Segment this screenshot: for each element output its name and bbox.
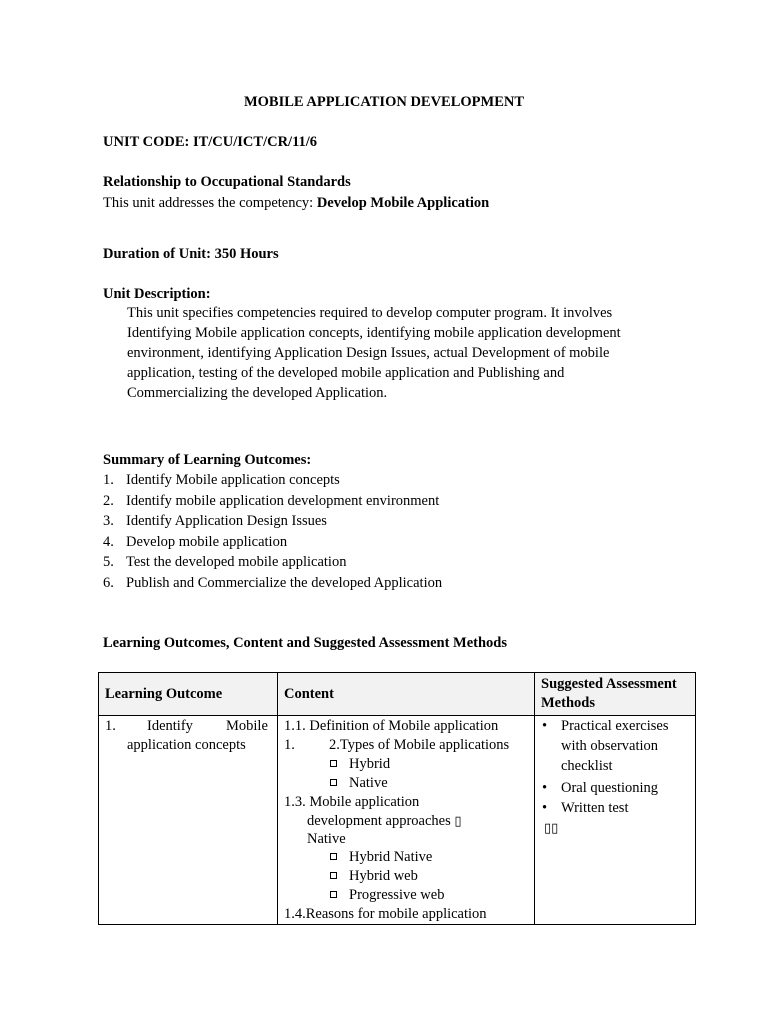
- checkbox-bullet-icon: [330, 872, 337, 879]
- missing-glyph-icon: ▯▯: [544, 821, 559, 836]
- list-item: 3. Identify Application Design Issues: [103, 513, 327, 530]
- relationship-prefix: This unit addresses the competency:: [103, 195, 317, 211]
- header-assessment: Suggested Assessment Methods: [535, 673, 696, 716]
- list-item: 2. Identify mobile application development environment: [103, 492, 440, 509]
- unit-code: UNIT CODE: IT/CU/ICT/CR/11/6: [103, 134, 318, 150]
- page-title: MOBILE APPLICATION DEVELOPMENT: [243, 94, 525, 110]
- header-content: Content: [278, 673, 535, 716]
- checkbox-bullet-icon: [330, 891, 337, 898]
- checkbox-bullet-icon: [330, 760, 337, 767]
- table-row: [99, 716, 696, 925]
- list-item: 5. Test the developed mobile application: [103, 554, 347, 571]
- table-section-heading: Learning Outcomes, Content and Suggested Assessment Methods: [103, 635, 508, 651]
- checkbox-bullet-icon: [330, 779, 337, 786]
- relationship-line: [103, 193, 489, 213]
- relationship-heading: Relationship to Occupational Standards: [103, 174, 351, 190]
- bullet-icon: •: [542, 718, 548, 734]
- unit-description-heading: Unit Description:: [103, 286, 211, 302]
- outcome-cell: 1. Identify Mobile application concepts: [99, 716, 278, 925]
- summary-heading: Summary of Learning Outcomes:: [103, 452, 312, 468]
- learning-outcomes-table: [98, 672, 696, 925]
- list-item: 1. Identify Mobile application concepts: [103, 472, 340, 488]
- assessment-cell: • Practical exercises with observation checklist • Oral questioning • Written test ▯▯: [535, 716, 696, 925]
- list-item: 4. Develop mobile application: [103, 533, 288, 550]
- unit-description-text: This unit specifies competencies required to develop computer program. It involves Identifying Mobile application concepts, identifying mobile application development environment, identifying Application Design Issues, actual Development of mobile application, testing of the developed mobile application and Publishing and Commercializing the developed Application.: [127, 305, 621, 401]
- bullet-icon: •: [542, 780, 548, 796]
- list-item: 6. Publish and Commercialize the developed Application: [103, 574, 443, 591]
- duration: Duration of Unit: 350 Hours: [103, 246, 279, 262]
- header-learning-outcome: Learning Outcome: [99, 673, 278, 716]
- missing-glyph-icon: ▯: [454, 814, 462, 829]
- learning-outcomes-list: [103, 470, 442, 594]
- table-header-row: [99, 673, 696, 716]
- checkbox-bullet-icon: [330, 853, 337, 860]
- competency-name: Develop Mobile Application: [316, 195, 490, 211]
- content-cell: 1.1. Definition of Mobile application 1. 2.Types of Mobile applications Hybrid Native 1.3. Mobile application development approaches ▯ Native Hybrid Native Hybrid web Progressive web 1.4.Reasons for mobile application: [278, 716, 535, 925]
- bullet-icon: •: [542, 800, 548, 816]
